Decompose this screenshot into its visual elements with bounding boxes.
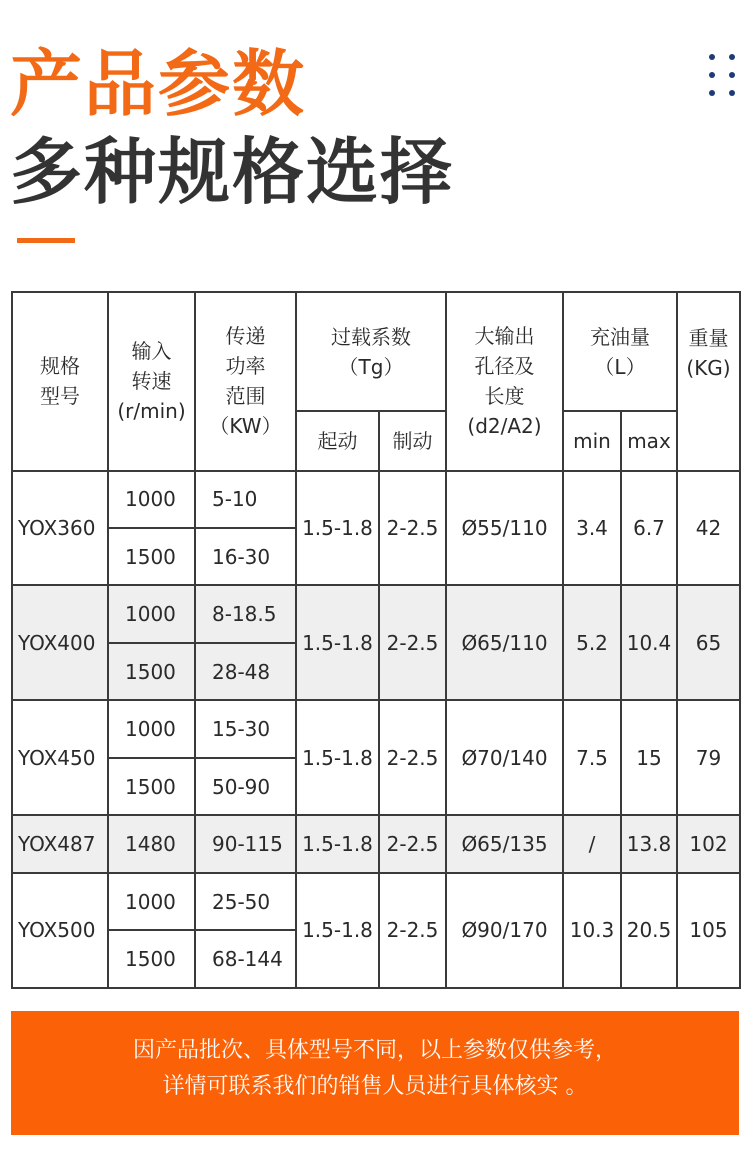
power-cell: 50-90 bbox=[195, 758, 296, 815]
speed-cell: 1500 bbox=[108, 758, 195, 815]
oil-min-cell: 5.2 bbox=[563, 585, 621, 700]
header-text: 长度 bbox=[484, 384, 525, 409]
power-cell: 25-50 bbox=[195, 873, 296, 930]
header-speed bbox=[108, 292, 195, 471]
header-text: (KG) bbox=[686, 356, 731, 380]
bore-cell: Ø90/170 bbox=[446, 873, 563, 988]
notice-banner bbox=[11, 1011, 739, 1135]
model-cell: YOX500 bbox=[12, 873, 108, 988]
model-cell: YOX360 bbox=[12, 471, 108, 586]
bore-cell: Ø65/135 bbox=[446, 815, 563, 872]
oil-max-cell: 6.7 bbox=[621, 471, 677, 586]
header-text: 功率 bbox=[225, 354, 266, 379]
weight-cell: 65 bbox=[677, 585, 740, 700]
overload-brake-cell: 2-2.5 bbox=[379, 873, 446, 988]
header-oil-max: max bbox=[621, 411, 677, 471]
model-cell: YOX450 bbox=[12, 700, 108, 815]
oil-min-cell: 7.5 bbox=[563, 700, 621, 815]
model-cell: YOX487 bbox=[12, 815, 108, 872]
dot bbox=[709, 72, 715, 78]
speed-cell: 1500 bbox=[108, 930, 195, 988]
header-text: 型号 bbox=[40, 384, 80, 409]
overload-brake-cell: 2-2.5 bbox=[379, 471, 446, 586]
overload-start-cell: 1.5-1.8 bbox=[296, 585, 379, 700]
speed-cell: 1500 bbox=[108, 528, 195, 585]
header-text: 大输出 bbox=[474, 324, 535, 349]
header-text: 转速 bbox=[131, 369, 172, 394]
oil-min-cell: / bbox=[563, 815, 621, 872]
overload-brake-cell: 2-2.5 bbox=[379, 815, 446, 872]
header-row bbox=[12, 292, 740, 411]
power-cell: 5-10 bbox=[195, 471, 296, 528]
overload-brake-cell: 2-2.5 bbox=[379, 585, 446, 700]
dot bbox=[729, 72, 735, 78]
header-overload bbox=[296, 292, 446, 411]
header-weight bbox=[677, 292, 740, 471]
table-row bbox=[12, 585, 740, 642]
header-text: 输入 bbox=[131, 339, 172, 364]
title-accent-line bbox=[17, 238, 75, 243]
oil-max-cell: 20.5 bbox=[621, 873, 677, 988]
weight-cell: 102 bbox=[677, 815, 740, 872]
speed-cell: 1000 bbox=[108, 873, 195, 930]
power-cell: 90-115 bbox=[195, 815, 296, 872]
header-text: （KW） bbox=[209, 414, 282, 439]
header-overload-brake: 制动 bbox=[379, 411, 446, 471]
spec-table-body bbox=[12, 292, 740, 988]
header-text: (r/min) bbox=[117, 399, 186, 424]
bore-cell: Ø55/110 bbox=[446, 471, 563, 586]
overload-brake-cell: 2-2.5 bbox=[379, 700, 446, 815]
notice-line: 详情可联系我们的销售人员进行具体核实 。 bbox=[162, 1074, 588, 1099]
oil-min-cell: 10.3 bbox=[563, 873, 621, 988]
power-cell: 16-30 bbox=[195, 528, 296, 585]
header-text: 过载系数 bbox=[331, 324, 411, 349]
spec-table bbox=[11, 291, 741, 989]
power-cell: 8-18.5 bbox=[195, 585, 296, 642]
speed-cell: 1000 bbox=[108, 471, 195, 528]
oil-max-cell: 10.4 bbox=[621, 585, 677, 700]
header-text: 传递 bbox=[225, 324, 266, 349]
bore-cell: Ø70/140 bbox=[446, 700, 563, 815]
weight-cell: 105 bbox=[677, 873, 740, 988]
power-cell: 15-30 bbox=[195, 700, 296, 757]
speed-cell: 1480 bbox=[108, 815, 195, 872]
dot bbox=[729, 90, 735, 96]
power-cell: 68-144 bbox=[195, 930, 296, 988]
header-text: （L） bbox=[594, 354, 646, 379]
header-text: 范围 bbox=[225, 384, 266, 409]
header-oil-min: min bbox=[563, 411, 621, 471]
dot bbox=[709, 90, 715, 96]
oil-max-cell: 13.8 bbox=[621, 815, 677, 872]
weight-cell: 79 bbox=[677, 700, 740, 815]
header-bore bbox=[446, 292, 563, 471]
oil-min-cell: 3.4 bbox=[563, 471, 621, 586]
page-subtitle: 多种规格选择 bbox=[10, 130, 455, 214]
overload-start-cell: 1.5-1.8 bbox=[296, 471, 379, 586]
speed-cell: 1000 bbox=[108, 585, 195, 642]
header-text: 规格 bbox=[40, 354, 80, 379]
header-text: 充油量 bbox=[590, 324, 650, 349]
table-row bbox=[12, 873, 740, 930]
header-text: 重量 bbox=[688, 326, 729, 350]
notice-line: 因产品批次、具体型号不同，以上参数仅供参考， bbox=[132, 1038, 617, 1063]
header-model bbox=[12, 292, 108, 471]
header-text: （Tg） bbox=[338, 354, 404, 379]
header-text: 孔径及 bbox=[474, 354, 535, 379]
header-text: (d2/A2) bbox=[467, 414, 542, 439]
overload-start-cell: 1.5-1.8 bbox=[296, 815, 379, 872]
overload-start-cell: 1.5-1.8 bbox=[296, 873, 379, 988]
dots-grid-icon bbox=[707, 52, 739, 98]
bore-cell: Ø65/110 bbox=[446, 585, 563, 700]
page-title: 产品参数 bbox=[10, 42, 307, 126]
table-row bbox=[12, 700, 740, 757]
overload-start-cell: 1.5-1.8 bbox=[296, 700, 379, 815]
dot bbox=[709, 54, 715, 60]
power-cell: 28-48 bbox=[195, 643, 296, 700]
header-oil bbox=[563, 292, 677, 411]
header-power bbox=[195, 292, 296, 471]
oil-max-cell: 15 bbox=[621, 700, 677, 815]
speed-cell: 1000 bbox=[108, 700, 195, 757]
header-overload-start: 起动 bbox=[296, 411, 379, 471]
dot bbox=[729, 54, 735, 60]
speed-cell: 1500 bbox=[108, 643, 195, 700]
weight-cell: 42 bbox=[677, 471, 740, 586]
table-row bbox=[12, 815, 740, 872]
table-row bbox=[12, 471, 740, 528]
model-cell: YOX400 bbox=[12, 585, 108, 700]
